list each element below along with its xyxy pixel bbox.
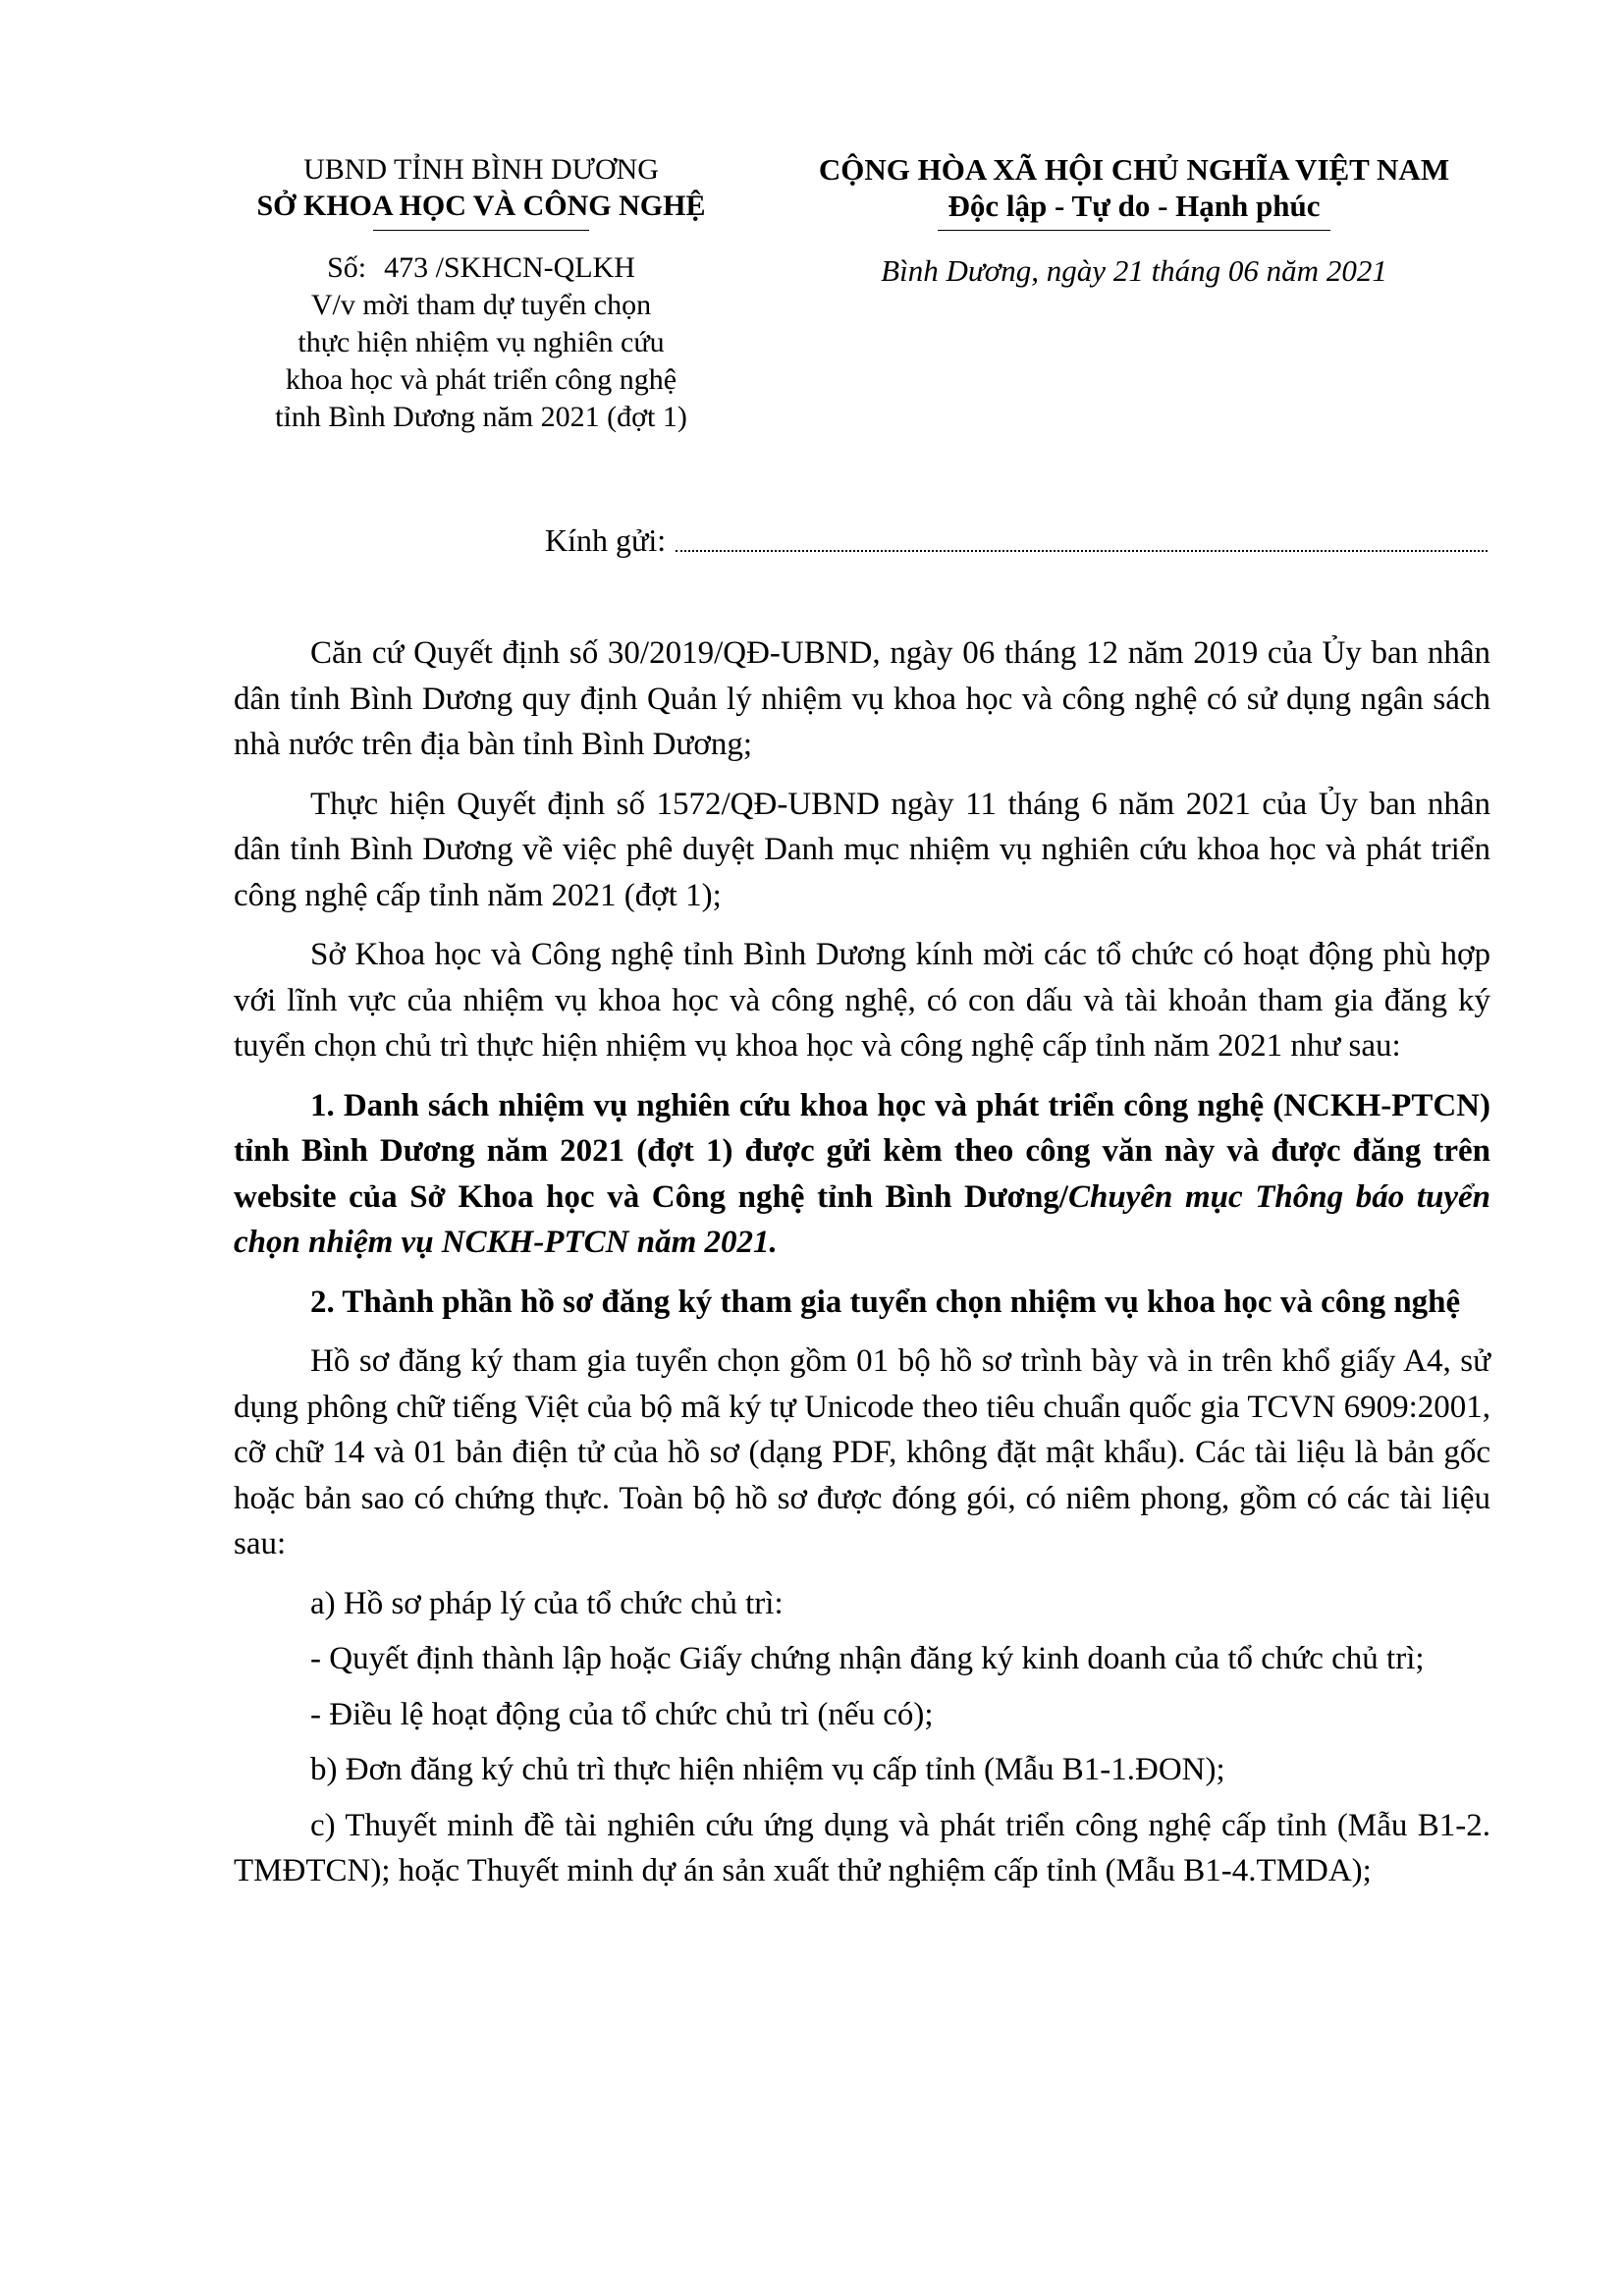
agency-underline (373, 230, 589, 231)
agency-name: SỞ KHOA HỌC VÀ CÔNG NGHỆ (256, 190, 706, 222)
paragraph: b) Đơn đăng ký chủ trì thực hiện nhiệm vụ cấp tỉnh (Mẫu B1-1.ĐON); (310, 1752, 1225, 1787)
recipient-blank (676, 549, 1488, 552)
section-1 (234, 1083, 1490, 1266)
doc-number-prefix: Số: (327, 251, 367, 284)
country-name: CỘNG HÒA XÃ HỘI CHỦ NGHĨA VIỆT NAM (818, 152, 1450, 187)
section-1-text: 1. Danh sách nhiệm vụ nghiên cứu khoa học và phát triển công nghệ (NCKH-PTCN) tỉnh Bình Dương năm 2021 (đợt 1) được gửi kèm theo công văn này và được đăng trên website của Sở Khoa học và Công nghệ tỉnh Bình Dương/ (234, 1087, 1490, 1215)
subject-line: khoa học và phát triển công nghệ (285, 363, 677, 396)
place-and-date: Bình Dương, ngày 21 tháng 06 năm 2021 (881, 253, 1387, 288)
paragraph: Sở Khoa học và Công nghệ tỉnh Bình Dương kính mời các tổ chức có hoạt động phù hợp với lĩnh vực của nhiệm vụ khoa học và công nghệ, có con dấu và tài khoản tham gia đăng ký tuyển chọn chủ trì thực hiện nhiệm vụ khoa học và công nghệ cấp tỉnh năm 2021 như sau: (234, 937, 1490, 1064)
recipient-label: Kính gửi: (545, 522, 667, 558)
doc-number: 473 /SKHCN-QLKH (384, 251, 635, 284)
national-motto: Độc lập - Tự do - Hạnh phúc (947, 189, 1321, 223)
document-body (234, 630, 1490, 1904)
paragraph: a) Hồ sơ pháp lý của tổ chức chủ trì: (310, 1585, 784, 1621)
paragraph: Thực hiện Quyết định số 1572/QĐ-UBND ngày 11 tháng 6 năm 2021 của Ủy ban nhân dân tỉnh Bình Dương về việc phê duyệt Danh mục nhiệm vụ nghiên cứu khoa học và phát triển công nghệ cấp tỉnh năm 2021 (đợt 1); (234, 786, 1490, 913)
paragraph: Căn cứ Quyết định số 30/2019/QĐ-UBND, ngày 06 tháng 12 năm 2019 của Ủy ban nhân dân tỉnh Bình Dương quy định Quản lý nhiệm vụ khoa học và công nghệ có sử dụng ngân sách nhà nước trên địa bàn tỉnh Bình Dương; (234, 635, 1490, 762)
recipient-line (545, 520, 1488, 560)
issuing-agency-block (216, 151, 746, 436)
section-2-heading: 2. Thành phần hồ sơ đăng ký tham gia tuyển chọn nhiệm vụ khoa học và công nghệ (310, 1284, 1461, 1320)
paragraph: c) Thuyết minh đề tài nghiên cứu ứng dụng và phát triển công nghệ cấp tỉnh (Mẫu B1-2. TMĐTCN); hoặc Thuyết minh dự án sản xuất thử nghiệm cấp tỉnh (Mẫu B1-4.TMDA); (234, 1807, 1490, 1888)
paragraph: Hồ sơ đăng ký tham gia tuyển chọn gồm 01 bộ hồ sơ trình bày và in trên khổ giấy A4, sử dụng phông chữ tiếng Việt của bộ mã ký tự Unicode theo tiêu chuẩn quốc gia TCVN 6909:2001, cỡ chữ 14 và 01 bản điện tử của hồ sơ (dạng PDF, không đặt mật khẩu). Các tài liệu là bản gốc hoặc bản sao có chứng thực. Toàn bộ hồ sơ được đóng gói, có niêm phong, gồm có các tài liệu sau: (234, 1343, 1490, 1561)
paragraph: - Điều lệ hoạt động của tổ chức chủ trì (nếu có); (310, 1696, 934, 1732)
subject-line: thực hiện nhiệm vụ nghiên cứu (298, 326, 665, 358)
subject-line: tỉnh Bình Dương năm 2021 (đợt 1) (275, 401, 687, 433)
agency-parent: UBND TỈNH BÌNH DƯƠNG (303, 153, 659, 186)
motto-underline (938, 230, 1330, 231)
doc-subject (216, 287, 746, 436)
national-header-block (776, 151, 1492, 289)
doc-number-line (216, 248, 746, 287)
paragraph: - Quyết định thành lập hoặc Giấy chứng nhận đăng ký kinh doanh của tổ chức chủ trì; (310, 1641, 1425, 1676)
subject-line: V/v mời tham dự tuyển chọn (310, 289, 652, 321)
section-1-italic: Chuyên mục Thông báo tuyển chọn nhiệm vụ NCKH-PTCN năm 2021. (234, 1178, 1490, 1260)
